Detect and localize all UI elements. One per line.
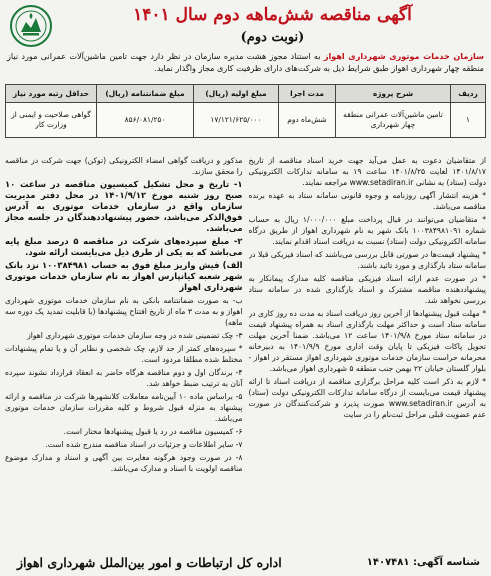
cell-project: تامین ماشین‌آلات عمرانی منطقه چهار شهرداری [336, 103, 451, 138]
left-paragraph-4: الف) فیش واریز مبلغ فوق به حساب ۱۰۰۳۸۴۹۸۱ نزد بانک شهر شعبه کیانپارس اهواز به نام سازمان خدمات موتوری شهرداری اهواز [5, 260, 243, 292]
left-paragraph-2: ۱- تاریخ و محل تشکیل کمیسیون مناقصه در ساعت ۱۰ صبح روز شنبه مورخ ۱۴۰۱/۹/۱۲ در محل دفتر مدیریت سازمان واقع در سازمان خدمات موتوری به آدرس فوق‌الذکر می‌باشد، حضور پیشنهاددهندگان در جلسه مجاز می‌باشد. [5, 179, 243, 233]
ad-id-label: شناسه آگهی: [412, 556, 480, 568]
cell-initial-amount: ۱۷/۱۲۱/۶۲۵/۰۰۰ [194, 103, 279, 138]
col-header-min-rank: حداقل رتبه مورد نیاز [6, 85, 97, 103]
right-paragraph-4: * پیشنهاد قیمت‌ها در صورتی قابل بررسی می‌باشند که اسناد فیزیکی قبلا در سامانه ستاد بارگذاری و مورد تائید باشند. [248, 250, 486, 270]
right-paragraph-5: * در صورت عدم ارائه اسناد فیزیکی مناقصه کلیه مدارک پیمانکار به پیشنهاددهنده مناقصه مشترک و اسناد بارگذاری شده در سامانه ستاد بررسی نخواهد شد. [248, 274, 486, 305]
left-paragraph-3: ۲- مبلغ سپرده‌های شرکت در مناقصه ۵ درصد مبلغ پایه می‌باشد که به یکی از طرق ذیل می‌بایست ارائه شود. [5, 236, 243, 257]
cell-duration: شش‌ماه دوم [279, 103, 336, 138]
col-header-guarantee: مبلغ ضمانتنامه (ریال) [97, 85, 194, 103]
left-paragraph-7: * سپرده‌های کمتر از حد لازم، چک شخصی و نظایر آن و یا تمام پیشنهادات مختلط شده مطلقا مردود است. [5, 344, 243, 364]
left-paragraph-1: مذکور و دریافت گواهی امضاء الکترونیکی (توکن) جهت شرکت در مناقصه را محقق سازند. [5, 156, 243, 176]
col-header-project: شرح پروژه [336, 85, 451, 103]
right-paragraph-1: از متقاضیان دعوت به عمل می‌آید جهت خرید اسناد مناقصه از تاریخ ۱۴۰۱/۸/۱۷ لغایت ۱۴۰۱/۸/۲۵ ساعت ۱۹ به سامانه تدارکات الکترونیکی دولت (ستاد) به نشانی www.setadiran.ir مراجعه نمایند. [248, 156, 486, 187]
ad-identifier [367, 557, 486, 568]
tender-table [5, 84, 486, 138]
left-paragraph-12: ۸- در صورت وجود هرگونه مغایرت بین آگهی و اسناد و مدارک موضوع مناقصه اولویت با اسناد و مدارک می‌باشد. [5, 453, 243, 473]
footer [5, 552, 486, 572]
department-signature: اداره کل ارتباطات و امور بین‌الملل شهرداری اهواز [17, 554, 282, 570]
right-column [249, 155, 487, 550]
right-paragraph-6: * مهلت قبول پیشنهادها از آخرین روز دریافت اسناد به مدت ده روز کاری در سامانه ستاد است و حداکثر مهلت بارگذاری اسناد به همراه پیشنهاد قیمت در سامانه ستاد مورخ ۱۴۰۱/۹/۸ ساعت ۱۲ می‌باشد. ضمنا آخرین مهلت تحویل پاکات فیزیکی تا پایان وقت اداری مورخ ۱۴۰۱/۹/۹ به دبیرخانه محرمانه حراست سازمان خدمات موتوری شهرداری اهواز مستقر در اهواز - بلوار گلستان خیابان ۲۲ بهمن جنب منطقه ۵ شهرداری اهواز می‌باشد. [248, 309, 486, 373]
right-paragraph-3: * متقاضیان می‌توانند در قبال پرداخت مبلغ ۱/۰۰۰/۰۰۰ ریال به حساب شماره ۱۰۰۳۸۴۹۸۱۰۹۱ بانک شهر به نام شهرداری اهواز از طریق درگاه سامانه الکترونیکی دولت (ستاد) نسبت به دریافت اسناد اقدام نمایند. [248, 215, 486, 246]
round-subtitle: (نوبت دوم) [240, 30, 305, 45]
col-header-initial-amount: مبلغ اولیه (ریال) [194, 85, 279, 103]
left-column [5, 155, 243, 550]
left-paragraph-8: ۴- برندگان اول و دوم مناقصه هرگاه حاضر به انعقاد قرارداد نشوند سپرده آنان به ترتیب ضبط خواهد شد. [5, 368, 243, 388]
left-paragraph-5: ب- به صورت ضمانتنامه بانکی به نام سازمان خدمات موتوری شهرداری اهواز و به مدت ۳ ماه از تاریخ افتتاح پیشنهادها (با قابلیت تمدید یک دوره سه ماهه) [5, 296, 243, 327]
right-paragraph-7: * لازم به ذکر است کلیه مراحل برگزاری مناقصه از دریافت اسناد تا ارائه پیشنهاد قیمت می‌بایست از درگاه سامانه تدارکات الکترونیکی دولت (ستاد) به آدرس www.setadiran.ir صورت پذیرد و شرکت‌کنندگان در صورت عدم عضویت قبلی مراحل ثبت‌نام را در سایت [248, 377, 486, 419]
ad-id-value: ۱۴۰۷۴۸۱ [366, 556, 410, 568]
left-paragraph-11: ۷- سایر اطلاعات و جزئیات در اسناد مناقصه مندرج شده است. [45, 440, 243, 449]
col-header-row-number: ردیف [451, 85, 486, 103]
left-paragraph-9: ۵- براساس ماده ۱۰ آیین‌نامه معاملات کلانشهرها شرکت در مناقصه و ارائه پیشنهاد به منزله قبول شروط و کلیه مقررات سازمان خدمات موتوری می‌باشد. [5, 392, 243, 423]
cell-guarantee: ۸۵۶/۰۸۱/۲۵۰ [97, 103, 194, 138]
organization-name: سازمان خدمات موتوری شهرداری اهواز [323, 51, 484, 61]
municipality-emblem-icon [8, 4, 54, 48]
right-paragraph-2: * هزینه انتشار آگهی روزنامه و وجوه قانونی سامانه ستاد به عهده برنده مناقصه می‌باشد. [248, 191, 486, 211]
page-title: آگهی مناقصه شش‌ماهه دوم سال ۱۴۰۱ [133, 5, 412, 25]
cell-min-rank: گواهی صلاحیت و ایمنی از وزارت کار [6, 103, 97, 138]
table-header-row [6, 85, 486, 103]
left-paragraph-6: ۳- چک تضمینی شده در وجه سازمان خدمات موتوری شهرداری اهواز [27, 331, 243, 340]
intro-text: به استناد مجوز هشت مدیره سازمان در نظر دارد جهت تامین ماشین‌آلات عمرانی مورد نیاز منطقه چهار شهرداری اهواز طبق شرایط ذیل به شرکت‌های دارای ظرفیت کاری مجاز واگذار نماید. [7, 51, 484, 73]
table-row [6, 103, 486, 138]
left-paragraph-10: ۶- کمیسیون مناقصه در رد یا قبول پیشنهادها مختار است. [63, 427, 243, 436]
intro-paragraph [7, 50, 484, 74]
cell-row-number: ۱ [451, 103, 486, 138]
col-header-duration: مدت اجرا [279, 85, 336, 103]
body-columns [5, 155, 486, 550]
